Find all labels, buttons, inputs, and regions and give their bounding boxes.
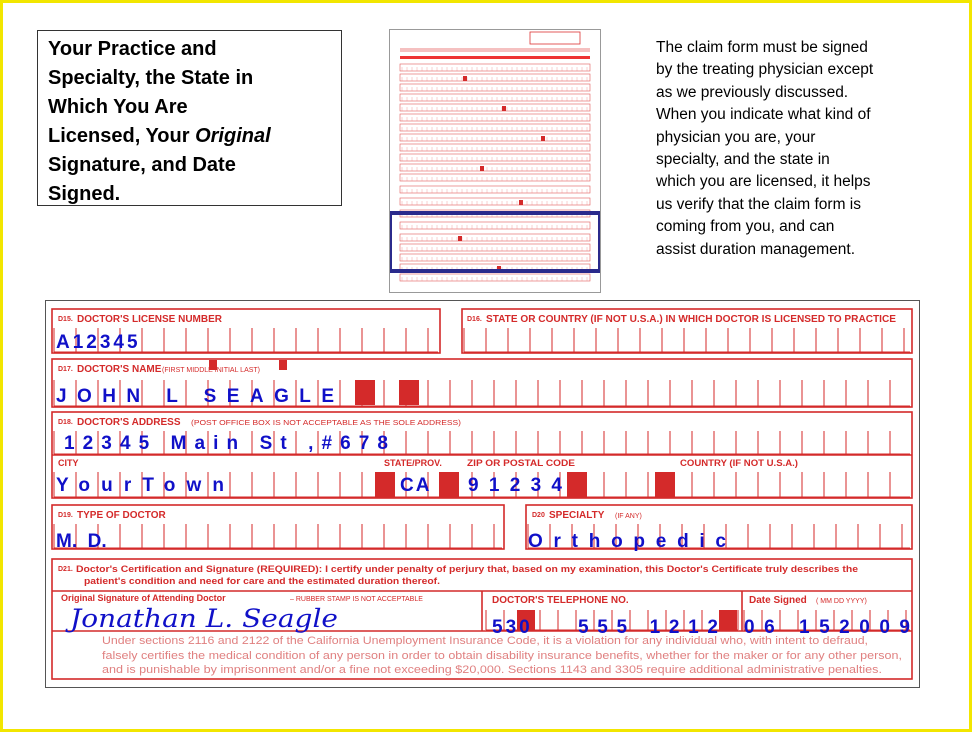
thumbnail-row — [400, 254, 590, 261]
form-thumbnail — [389, 29, 601, 293]
legal-line-1: Under sections 2116 and 2122 of the California Unemployment Insurance Code, it is a violation for any individual who, with intent to defraud, — [102, 635, 868, 647]
specialty-value: Orthopedic — [528, 531, 726, 552]
d18-label-num: D18. — [58, 419, 73, 426]
d20-label: SPECIALTY — [549, 510, 605, 521]
d21-label-num: D21. — [58, 566, 73, 573]
address-value: 12345 Main St ,#678 — [64, 433, 388, 454]
d21-text-2: patient's condition and need for care and the estimated duration thereof. — [84, 576, 440, 586]
title-line: Signed. — [48, 183, 121, 205]
thumbnail-row — [400, 244, 590, 251]
d15-label: DOCTOR'S LICENSE NUMBER — [77, 314, 222, 325]
city-value: YourTown — [56, 475, 224, 496]
form-thumbnail-graphic — [390, 30, 600, 292]
thumbnail-mark — [519, 200, 523, 205]
thumbnail-row — [400, 274, 590, 281]
d21-text-1: Doctor's Certification and Signature (REQUIRED): I certify under penalty of perjury that, based on my examination, this Doctor's Certificate truly describes the — [76, 564, 859, 574]
title-line: Which You Are — [48, 96, 188, 118]
d19-label-num: D19. — [58, 512, 73, 519]
title-line: Your Practice and — [48, 38, 217, 60]
state-value: CA — [400, 475, 432, 496]
doctor-type-value: M. D. — [56, 531, 107, 552]
thumbnail-row — [400, 84, 590, 91]
thumbnail-mark — [480, 166, 484, 171]
title-box — [37, 30, 342, 206]
legal-line-2: falsely certifies the medical condition of any person in order to obtain disability insurance benefits, whether for the maker or for any other person, — [102, 650, 902, 662]
doctor-name-value: JOHN L SEAGLE — [56, 386, 334, 407]
legal-line-3: and is punishable by imprisonment and/or a fine not exceeding $20,000. Sections 1143 and 3305 require additional administrative penalties. — [102, 664, 882, 676]
description-line: by the treating physician except — [656, 61, 874, 79]
description-line: as we previously discussed. — [656, 83, 849, 101]
thumbnail-mark — [458, 236, 462, 241]
description-line: specialty, and the state in — [656, 151, 830, 169]
d18-label: DOCTOR'S ADDRESS — [77, 417, 181, 428]
thumbnail-row — [400, 198, 590, 205]
city-label: CITY — [58, 458, 79, 468]
country-label: COUNTRY (IF NOT U.S.A.) — [680, 458, 798, 468]
title-emphasis: Original — [195, 125, 271, 147]
d20-hint: (IF ANY) — [615, 513, 642, 520]
title-line: Specialty, the State in — [48, 67, 254, 89]
d16-label: STATE OR COUNTRY (IF NOT U.S.A.) IN WHICH DOCTOR IS LICENSED TO PRACTICE — [486, 314, 897, 325]
thumbnail-row — [400, 144, 590, 151]
description-text — [656, 37, 926, 261]
d17-label: DOCTOR'S NAME — [77, 364, 162, 375]
thumbnail-row — [400, 186, 590, 193]
d20-label-num: D20 — [532, 512, 545, 519]
phone-number-value: 555 1212 — [578, 617, 718, 638]
d17-label-num: D17. — [58, 366, 73, 373]
title-line — [48, 122, 341, 151]
thumbnail-row — [400, 134, 590, 141]
thumbnail-mark — [463, 76, 467, 81]
description-line: When you indicate what kind of — [656, 106, 871, 124]
highlight-box — [390, 213, 600, 271]
thumbnail-mark — [502, 106, 506, 111]
doctor-signature: Jonathan L. Seagle — [64, 604, 338, 633]
thumbnail-row — [400, 94, 590, 101]
license-number-value: A12345 — [56, 332, 141, 353]
d18-hint: (POST OFFICE BOX IS NOT ACCEPTABLE AS THE SOLE ADDRESS) — [191, 420, 461, 427]
date-hint: ( MM DD YYYY) — [816, 598, 867, 605]
signature-label: Original Signature of Attending Doctor — [61, 593, 226, 603]
d16-label-num: D16. — [467, 316, 482, 323]
description-line: which you are licensed, it helps — [656, 173, 871, 191]
thumbnail-mark — [541, 136, 545, 141]
thumbnail-row — [400, 164, 590, 171]
thumbnail-row — [400, 174, 590, 181]
zip-label: ZIP OR POSTAL CODE — [467, 458, 575, 468]
description-line: assist duration management. — [656, 240, 856, 258]
state-label: STATE/PROV. — [384, 458, 442, 468]
thumbnail-row — [400, 64, 590, 71]
doctor-certificate-form — [45, 300, 920, 688]
description-line: physician you are, your — [656, 128, 816, 146]
thumbnail-row — [400, 74, 590, 81]
description-line: The claim form must be signed — [656, 39, 868, 56]
thumbnail-row — [400, 124, 590, 131]
thumbnail-rows — [400, 64, 590, 281]
d19-label: TYPE OF DOCTOR — [77, 510, 166, 521]
title-text: Licensed, Your — [48, 125, 196, 147]
title-line: Signature, and Date — [48, 154, 236, 176]
description-line: us verify that the claim form is — [656, 195, 862, 213]
d17-hint: (FIRST MIDDLE INITIAL LAST) — [162, 367, 261, 374]
thumbnail-row — [400, 104, 590, 111]
date-label: Date Signed — [749, 595, 807, 606]
date-signed-value: 06 152009 — [744, 617, 910, 638]
phone-label: DOCTOR'S TELEPHONE NO. — [492, 595, 629, 606]
zip-value: 91234 — [468, 475, 562, 496]
d15-label-num: D15. — [58, 316, 73, 323]
phone-area-value: 530 — [492, 617, 533, 638]
thumbnail-row — [400, 234, 590, 241]
signature-hint: – RUBBER STAMP IS NOT ACCEPTABLE — [290, 596, 423, 603]
form-graphic — [46, 301, 919, 687]
description-line: coming from you, and can — [656, 218, 835, 236]
thumbnail-row — [400, 222, 590, 229]
thumbnail-row — [400, 114, 590, 121]
thumbnail-row — [400, 154, 590, 161]
